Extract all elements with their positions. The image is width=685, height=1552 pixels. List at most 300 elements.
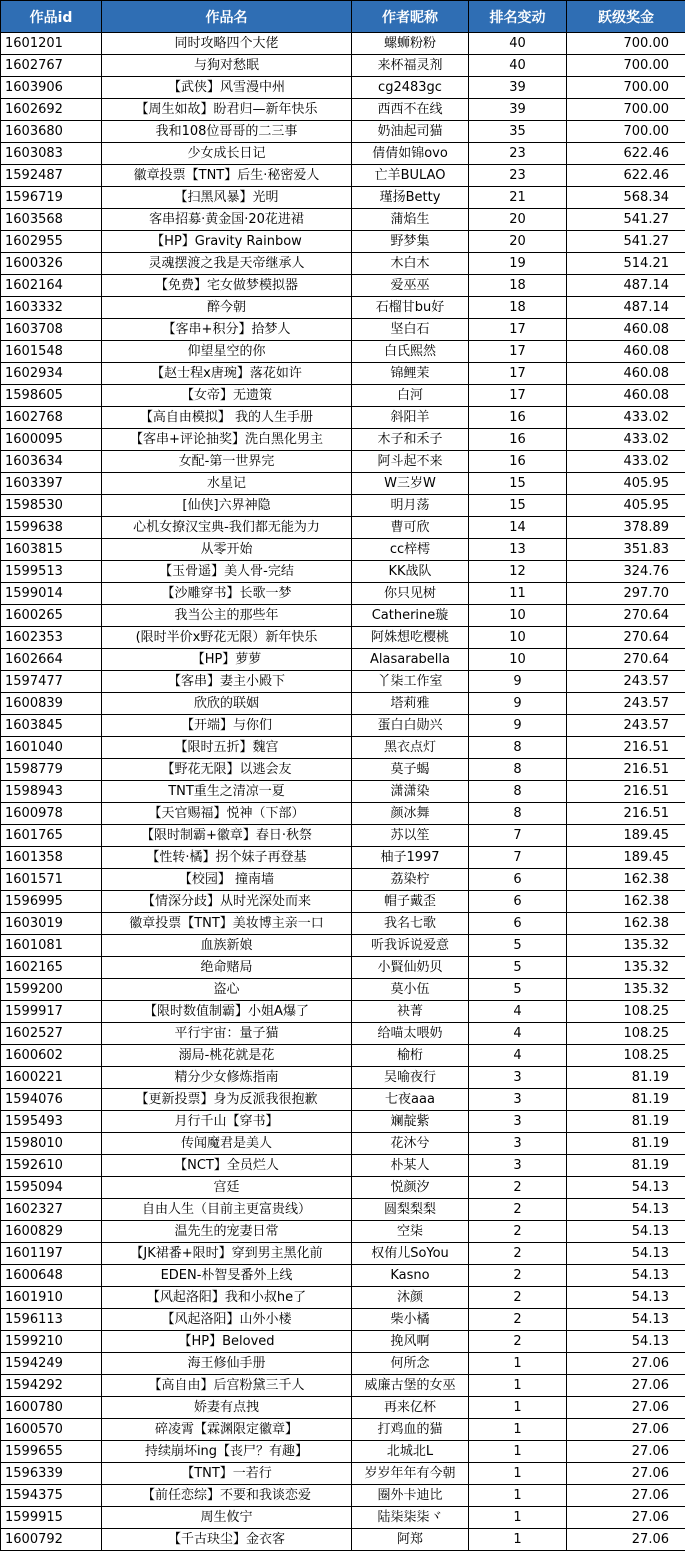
cell-bonus: 460.08: [567, 363, 685, 385]
cell-bonus: 568.34: [567, 187, 685, 209]
cell-work-name: 仰望星空的你: [102, 341, 352, 363]
cell-author-nickname: 给喵太喂奶: [352, 1023, 469, 1045]
cell-author-nickname: 荔染柠: [352, 869, 469, 891]
cell-bonus: 162.38: [567, 913, 685, 935]
cell-work-id: 1598010: [1, 1133, 102, 1155]
cell-work-id: 1599917: [1, 1001, 102, 1023]
cell-work-name: 碎凌霄【霖渊限定徽章】: [102, 1419, 352, 1441]
cell-rank-change: 35: [469, 121, 567, 143]
cell-author-nickname: Kasno: [352, 1265, 469, 1287]
table-row: [1, 121, 685, 143]
cell-bonus: 216.51: [567, 737, 685, 759]
cell-bonus: 460.08: [567, 319, 685, 341]
cell-work-name: 【免费】宅女做梦模拟器: [102, 275, 352, 297]
cell-bonus: 378.89: [567, 517, 685, 539]
cell-author-nickname: 木白木: [352, 253, 469, 275]
cell-work-id: 1600095: [1, 429, 102, 451]
table-row: [1, 363, 685, 385]
table-row: [1, 1529, 685, 1551]
cell-work-name: 溺局-桃花就是花: [102, 1045, 352, 1067]
cell-work-id: 1603680: [1, 121, 102, 143]
cell-rank-change: 1: [469, 1529, 567, 1551]
cell-bonus: 81.19: [567, 1111, 685, 1133]
cell-bonus: 162.38: [567, 869, 685, 891]
cell-work-id: 1595493: [1, 1111, 102, 1133]
cell-work-name: 【女帝】无遗策: [102, 385, 352, 407]
cell-work-id: 1600792: [1, 1529, 102, 1551]
cell-author-nickname: W三岁W: [352, 473, 469, 495]
table-row: [1, 1111, 685, 1133]
cell-work-name: 【玉骨遥】美人骨-完结: [102, 561, 352, 583]
cell-bonus: 27.06: [567, 1463, 685, 1485]
cell-rank-change: 8: [469, 737, 567, 759]
cell-rank-change: 20: [469, 209, 567, 231]
cell-bonus: 405.95: [567, 495, 685, 517]
cell-rank-change: 1: [469, 1397, 567, 1419]
cell-work-id: 1600780: [1, 1397, 102, 1419]
cell-rank-change: 21: [469, 187, 567, 209]
cell-work-name: 【限时数值制霸】小姐A爆了: [102, 1001, 352, 1023]
cell-work-name: 【TNT】一若行: [102, 1463, 352, 1485]
cell-work-name: 【前任恋综】不要和我谈恋爱: [102, 1485, 352, 1507]
cell-rank-change: 13: [469, 539, 567, 561]
cell-author-nickname: 黑衣点灯: [352, 737, 469, 759]
cell-author-nickname: 丫柒工作室: [352, 671, 469, 693]
header-row: [1, 1, 685, 33]
cell-work-name: 自由人生（目前主更富贵线）: [102, 1199, 352, 1221]
cell-work-id: 1596719: [1, 187, 102, 209]
cell-bonus: 162.38: [567, 891, 685, 913]
table-row: [1, 495, 685, 517]
cell-work-name: 【千古玦尘】金衣客: [102, 1529, 352, 1551]
cell-rank-change: 15: [469, 473, 567, 495]
cell-bonus: 27.06: [567, 1507, 685, 1529]
cell-author-nickname: 花沐兮: [352, 1133, 469, 1155]
cell-work-id: 1601081: [1, 935, 102, 957]
table-row: [1, 891, 685, 913]
cell-work-id: 1601040: [1, 737, 102, 759]
cell-bonus: 189.45: [567, 825, 685, 847]
cell-author-nickname: 倩倩如锦ovo: [352, 143, 469, 165]
cell-bonus: 433.02: [567, 429, 685, 451]
cell-author-nickname: 苏以笙: [352, 825, 469, 847]
cell-rank-change: 9: [469, 693, 567, 715]
cell-work-name: 与狗对愁眠: [102, 55, 352, 77]
cell-rank-change: 12: [469, 561, 567, 583]
cell-rank-change: 2: [469, 1265, 567, 1287]
cell-work-name: 欣欣的联姻: [102, 693, 352, 715]
cell-bonus: 54.13: [567, 1331, 685, 1353]
table-row: [1, 1045, 685, 1067]
cell-rank-change: 17: [469, 385, 567, 407]
table-row: [1, 341, 685, 363]
header-rank-change: 排名变动: [469, 1, 567, 33]
table-row: [1, 33, 685, 55]
cell-rank-change: 8: [469, 781, 567, 803]
cell-author-nickname: 螺蛳粉粉: [352, 33, 469, 55]
cell-work-name: 宫廷: [102, 1177, 352, 1199]
table-row: [1, 77, 685, 99]
cell-bonus: 135.32: [567, 935, 685, 957]
table-row: [1, 209, 685, 231]
cell-author-nickname: 威廉古堡的女巫: [352, 1375, 469, 1397]
cell-rank-change: 9: [469, 671, 567, 693]
cell-work-name: 绝命赌局: [102, 957, 352, 979]
cell-bonus: 189.45: [567, 847, 685, 869]
cell-bonus: 514.21: [567, 253, 685, 275]
cell-rank-change: 18: [469, 297, 567, 319]
cell-author-nickname: 打鸡血的猫: [352, 1419, 469, 1441]
cell-work-id: 1601358: [1, 847, 102, 869]
cell-work-id: 1600839: [1, 693, 102, 715]
table-row: [1, 451, 685, 473]
cell-rank-change: 40: [469, 33, 567, 55]
cell-work-id: 1596995: [1, 891, 102, 913]
cell-author-nickname: Catherine璇: [352, 605, 469, 627]
cell-author-nickname: 陆柒柒柒ヾ: [352, 1507, 469, 1529]
cell-work-name: 【HP】Beloved: [102, 1331, 352, 1353]
cell-work-id: 1602527: [1, 1023, 102, 1045]
cell-author-nickname: 帽子戴歪: [352, 891, 469, 913]
cell-work-id: 1602768: [1, 407, 102, 429]
cell-author-nickname: 圈外卡迪比: [352, 1485, 469, 1507]
cell-author-nickname: 柚子1997: [352, 847, 469, 869]
cell-rank-change: 10: [469, 627, 567, 649]
cell-work-id: 1600570: [1, 1419, 102, 1441]
cell-bonus: 700.00: [567, 77, 685, 99]
cell-work-id: 1602955: [1, 231, 102, 253]
cell-rank-change: 5: [469, 957, 567, 979]
cell-bonus: 700.00: [567, 33, 685, 55]
cell-work-name: 【风起洛阳】我和小叔he了: [102, 1287, 352, 1309]
table-row: [1, 275, 685, 297]
cell-bonus: 487.14: [567, 275, 685, 297]
cell-work-name: [仙侠]六界神隐: [102, 495, 352, 517]
cell-work-id: 1601201: [1, 33, 102, 55]
cell-rank-change: 5: [469, 935, 567, 957]
cell-bonus: 433.02: [567, 407, 685, 429]
table-row: [1, 473, 685, 495]
cell-rank-change: 6: [469, 869, 567, 891]
cell-work-name: 女配-第一世界完: [102, 451, 352, 473]
cell-bonus: 351.83: [567, 539, 685, 561]
cell-work-id: 1603083: [1, 143, 102, 165]
cell-author-nickname: 阿郑: [352, 1529, 469, 1551]
cell-work-id: 1599655: [1, 1441, 102, 1463]
cell-rank-change: 1: [469, 1463, 567, 1485]
table-row: [1, 319, 685, 341]
cell-bonus: 81.19: [567, 1133, 685, 1155]
cell-bonus: 54.13: [567, 1287, 685, 1309]
cell-work-name: 娇妻有点拽: [102, 1397, 352, 1419]
cell-work-name: 【JK裙番+限时】穿到男主黑化前: [102, 1243, 352, 1265]
cell-author-nickname: 阿斗起不来: [352, 451, 469, 473]
cell-rank-change: 2: [469, 1221, 567, 1243]
cell-work-name: TNT重生之清凉一夏: [102, 781, 352, 803]
cell-author-nickname: 塔莉雅: [352, 693, 469, 715]
cell-work-id: 1598530: [1, 495, 102, 517]
cell-bonus: 27.06: [567, 1375, 685, 1397]
cell-rank-change: 40: [469, 55, 567, 77]
cell-work-name: 同时攻略四个大佬: [102, 33, 352, 55]
table-row: [1, 1441, 685, 1463]
cell-rank-change: 4: [469, 1023, 567, 1045]
cell-work-id: 1603332: [1, 297, 102, 319]
cell-work-name: 水星记: [102, 473, 352, 495]
table-row: [1, 1507, 685, 1529]
table-row: [1, 539, 685, 561]
cell-author-nickname: 岁岁年年有今朝: [352, 1463, 469, 1485]
table-row: [1, 1287, 685, 1309]
cell-work-id: 1598605: [1, 385, 102, 407]
cell-work-name: 【开端】与你们: [102, 715, 352, 737]
cell-work-id: 1603397: [1, 473, 102, 495]
cell-work-id: 1597477: [1, 671, 102, 693]
cell-author-nickname: 圆梨梨梨: [352, 1199, 469, 1221]
cell-work-name: 持续崩坏ing【丧尸？有趣】: [102, 1441, 352, 1463]
cell-work-id: 1599200: [1, 979, 102, 1001]
cell-bonus: 700.00: [567, 55, 685, 77]
cell-bonus: 27.06: [567, 1397, 685, 1419]
table-row: [1, 1155, 685, 1177]
cell-work-name: 醉今朝: [102, 297, 352, 319]
cell-author-nickname: 悦颜汐: [352, 1177, 469, 1199]
cell-bonus: 27.06: [567, 1485, 685, 1507]
cell-author-nickname: 坚白石: [352, 319, 469, 341]
cell-work-id: 1603019: [1, 913, 102, 935]
table-row: [1, 517, 685, 539]
cell-work-name: 【校园】 撞南墙: [102, 869, 352, 891]
cell-rank-change: 14: [469, 517, 567, 539]
cell-rank-change: 2: [469, 1287, 567, 1309]
cell-work-id: 1600221: [1, 1067, 102, 1089]
cell-bonus: 243.57: [567, 715, 685, 737]
cell-bonus: 216.51: [567, 781, 685, 803]
cell-rank-change: 2: [469, 1243, 567, 1265]
cell-rank-change: 10: [469, 649, 567, 671]
cell-bonus: 81.19: [567, 1067, 685, 1089]
cell-rank-change: 19: [469, 253, 567, 275]
table-row: [1, 847, 685, 869]
cell-bonus: 108.25: [567, 1023, 685, 1045]
cell-bonus: 324.76: [567, 561, 685, 583]
cell-bonus: 216.51: [567, 759, 685, 781]
cell-work-name: 海王修仙手册: [102, 1353, 352, 1375]
cell-author-nickname: 再来亿杯: [352, 1397, 469, 1419]
table-row: [1, 957, 685, 979]
table-row: [1, 253, 685, 275]
cell-work-name: 徽章投票【TNT】后生·秘密爱人: [102, 165, 352, 187]
cell-work-id: 1595094: [1, 1177, 102, 1199]
cell-work-id: 1602327: [1, 1199, 102, 1221]
cell-work-id: 1594292: [1, 1375, 102, 1397]
cell-work-id: 1596113: [1, 1309, 102, 1331]
cell-author-nickname: 空柒: [352, 1221, 469, 1243]
cell-author-nickname: 野梦集: [352, 231, 469, 253]
cell-rank-change: 3: [469, 1067, 567, 1089]
table-body: [1, 33, 685, 1551]
cell-bonus: 541.27: [567, 231, 685, 253]
cell-author-nickname: 来杯福灵剂: [352, 55, 469, 77]
table-row: [1, 1177, 685, 1199]
cell-bonus: 270.64: [567, 649, 685, 671]
cell-bonus: 270.64: [567, 627, 685, 649]
cell-rank-change: 3: [469, 1133, 567, 1155]
cell-author-nickname: 蒲焰生: [352, 209, 469, 231]
cell-author-nickname: 白氏熙然: [352, 341, 469, 363]
cell-bonus: 81.19: [567, 1155, 685, 1177]
cell-rank-change: 18: [469, 275, 567, 297]
table-row: [1, 715, 685, 737]
cell-rank-change: 23: [469, 165, 567, 187]
cell-bonus: 135.32: [567, 957, 685, 979]
cell-author-nickname: 阿姝想吃樱桃: [352, 627, 469, 649]
cell-bonus: 700.00: [567, 121, 685, 143]
cell-bonus: 27.06: [567, 1353, 685, 1375]
cell-bonus: 108.25: [567, 1045, 685, 1067]
cell-work-id: 1596339: [1, 1463, 102, 1485]
cell-bonus: 487.14: [567, 297, 685, 319]
cell-work-name: 【沙雕穿书】长歌一梦: [102, 583, 352, 605]
cell-author-nickname: 你只见树: [352, 583, 469, 605]
cell-author-nickname: 榆桁: [352, 1045, 469, 1067]
table-row: [1, 429, 685, 451]
table-row: [1, 803, 685, 825]
table-row: [1, 583, 685, 605]
cell-rank-change: 15: [469, 495, 567, 517]
cell-bonus: 541.27: [567, 209, 685, 231]
table-row: [1, 1485, 685, 1507]
cell-work-name: 月行千山【穿书】: [102, 1111, 352, 1133]
cell-author-nickname: 七夜aaa: [352, 1089, 469, 1111]
cell-work-name: EDEN-朴智旻番外上线: [102, 1265, 352, 1287]
cell-work-id: 1603845: [1, 715, 102, 737]
cell-author-nickname: 权侑儿SoYou: [352, 1243, 469, 1265]
cell-work-id: 1600326: [1, 253, 102, 275]
table-row: [1, 165, 685, 187]
header-work-id: 作品id: [1, 1, 102, 33]
cell-bonus: 54.13: [567, 1309, 685, 1331]
table-row: [1, 1265, 685, 1287]
cell-rank-change: 2: [469, 1199, 567, 1221]
cell-author-nickname: 瑾扬Betty: [352, 187, 469, 209]
cell-work-name: 【野花无限】以逃会友: [102, 759, 352, 781]
table-row: [1, 1243, 685, 1265]
cell-work-name: 传闻魔君是美人: [102, 1133, 352, 1155]
cell-author-nickname: 朴某人: [352, 1155, 469, 1177]
cell-author-nickname: 颜冰舞: [352, 803, 469, 825]
cell-bonus: 135.32: [567, 979, 685, 1001]
cell-work-name: 【扫黑风暴】光明: [102, 187, 352, 209]
cell-rank-change: 4: [469, 1045, 567, 1067]
cell-work-id: 1602353: [1, 627, 102, 649]
cell-work-id: 1601910: [1, 1287, 102, 1309]
cell-bonus: 622.46: [567, 143, 685, 165]
cell-rank-change: 17: [469, 363, 567, 385]
table-row: [1, 231, 685, 253]
cell-work-name: 平行宇宙：量子猫: [102, 1023, 352, 1045]
cell-work-name: 【客串】妻主小殿下: [102, 671, 352, 693]
cell-rank-change: 9: [469, 715, 567, 737]
cell-rank-change: 10: [469, 605, 567, 627]
table-row: [1, 759, 685, 781]
cell-work-id: 1600978: [1, 803, 102, 825]
cell-work-name: 少女成长日记: [102, 143, 352, 165]
cell-work-id: 1599915: [1, 1507, 102, 1529]
cell-author-nickname: 石榴甘bu好: [352, 297, 469, 319]
cell-work-name: 我和108位哥哥的二三事: [102, 121, 352, 143]
cell-work-name: 从零开始: [102, 539, 352, 561]
cell-work-id: 1594076: [1, 1089, 102, 1111]
cell-author-nickname: Alasarabella: [352, 649, 469, 671]
table-row: [1, 1331, 685, 1353]
cell-work-id: 1601197: [1, 1243, 102, 1265]
cell-work-id: 1602767: [1, 55, 102, 77]
cell-author-nickname: 锦鲤茉: [352, 363, 469, 385]
cell-author-nickname: 挽风啊: [352, 1331, 469, 1353]
cell-author-nickname: 西西不在线: [352, 99, 469, 121]
cell-work-name: 心机女撩汉宝典-我们都无能为力: [102, 517, 352, 539]
cell-rank-change: 16: [469, 429, 567, 451]
cell-work-name: 【高自由】后宫粉黛三千人: [102, 1375, 352, 1397]
cell-work-name: 【客串+积分】拾梦人: [102, 319, 352, 341]
cell-rank-change: 16: [469, 451, 567, 473]
cell-bonus: 54.13: [567, 1199, 685, 1221]
header-bonus: 跃级奖金: [567, 1, 685, 33]
cell-author-nickname: 莫子蝎: [352, 759, 469, 781]
cell-rank-change: 23: [469, 143, 567, 165]
cell-rank-change: 4: [469, 1001, 567, 1023]
table-row: [1, 869, 685, 891]
cell-author-nickname: 白河: [352, 385, 469, 407]
table-row: [1, 627, 685, 649]
cell-work-id: 1592610: [1, 1155, 102, 1177]
table-row: [1, 385, 685, 407]
header-author-nickname: 作者昵称: [352, 1, 469, 33]
table-row: [1, 693, 685, 715]
cell-work-id: 1601571: [1, 869, 102, 891]
cell-work-name: 盗心: [102, 979, 352, 1001]
cell-author-nickname: cc梓樗: [352, 539, 469, 561]
cell-bonus: 622.46: [567, 165, 685, 187]
cell-author-nickname: 袂菁: [352, 1001, 469, 1023]
cell-author-nickname: 奶油起司猫: [352, 121, 469, 143]
cell-work-id: 1603815: [1, 539, 102, 561]
table-row: [1, 671, 685, 693]
cell-rank-change: 8: [469, 759, 567, 781]
cell-work-name: 温先生的宠妻日常: [102, 1221, 352, 1243]
cell-work-id: 1599210: [1, 1331, 102, 1353]
cell-bonus: 700.00: [567, 99, 685, 121]
cell-author-nickname: 明月荡: [352, 495, 469, 517]
cell-work-name: 徽章投票【TNT】美妆博主亲一口: [102, 913, 352, 935]
cell-work-id: 1600648: [1, 1265, 102, 1287]
cell-author-nickname: 木子和禾子: [352, 429, 469, 451]
table-row: [1, 913, 685, 935]
cell-work-name: 【高自由模拟】 我的人生手册: [102, 407, 352, 429]
table-row: [1, 979, 685, 1001]
cell-work-id: 1602165: [1, 957, 102, 979]
table-row: [1, 1309, 685, 1331]
cell-work-name: (限时半价x野花无限）新年快乐: [102, 627, 352, 649]
cell-author-nickname: 潇潇染: [352, 781, 469, 803]
table-row: [1, 407, 685, 429]
cell-rank-change: 3: [469, 1111, 567, 1133]
cell-bonus: 108.25: [567, 1001, 685, 1023]
table-row: [1, 1067, 685, 1089]
cell-bonus: 433.02: [567, 451, 685, 473]
cell-author-nickname: 蛋白白勋兴: [352, 715, 469, 737]
